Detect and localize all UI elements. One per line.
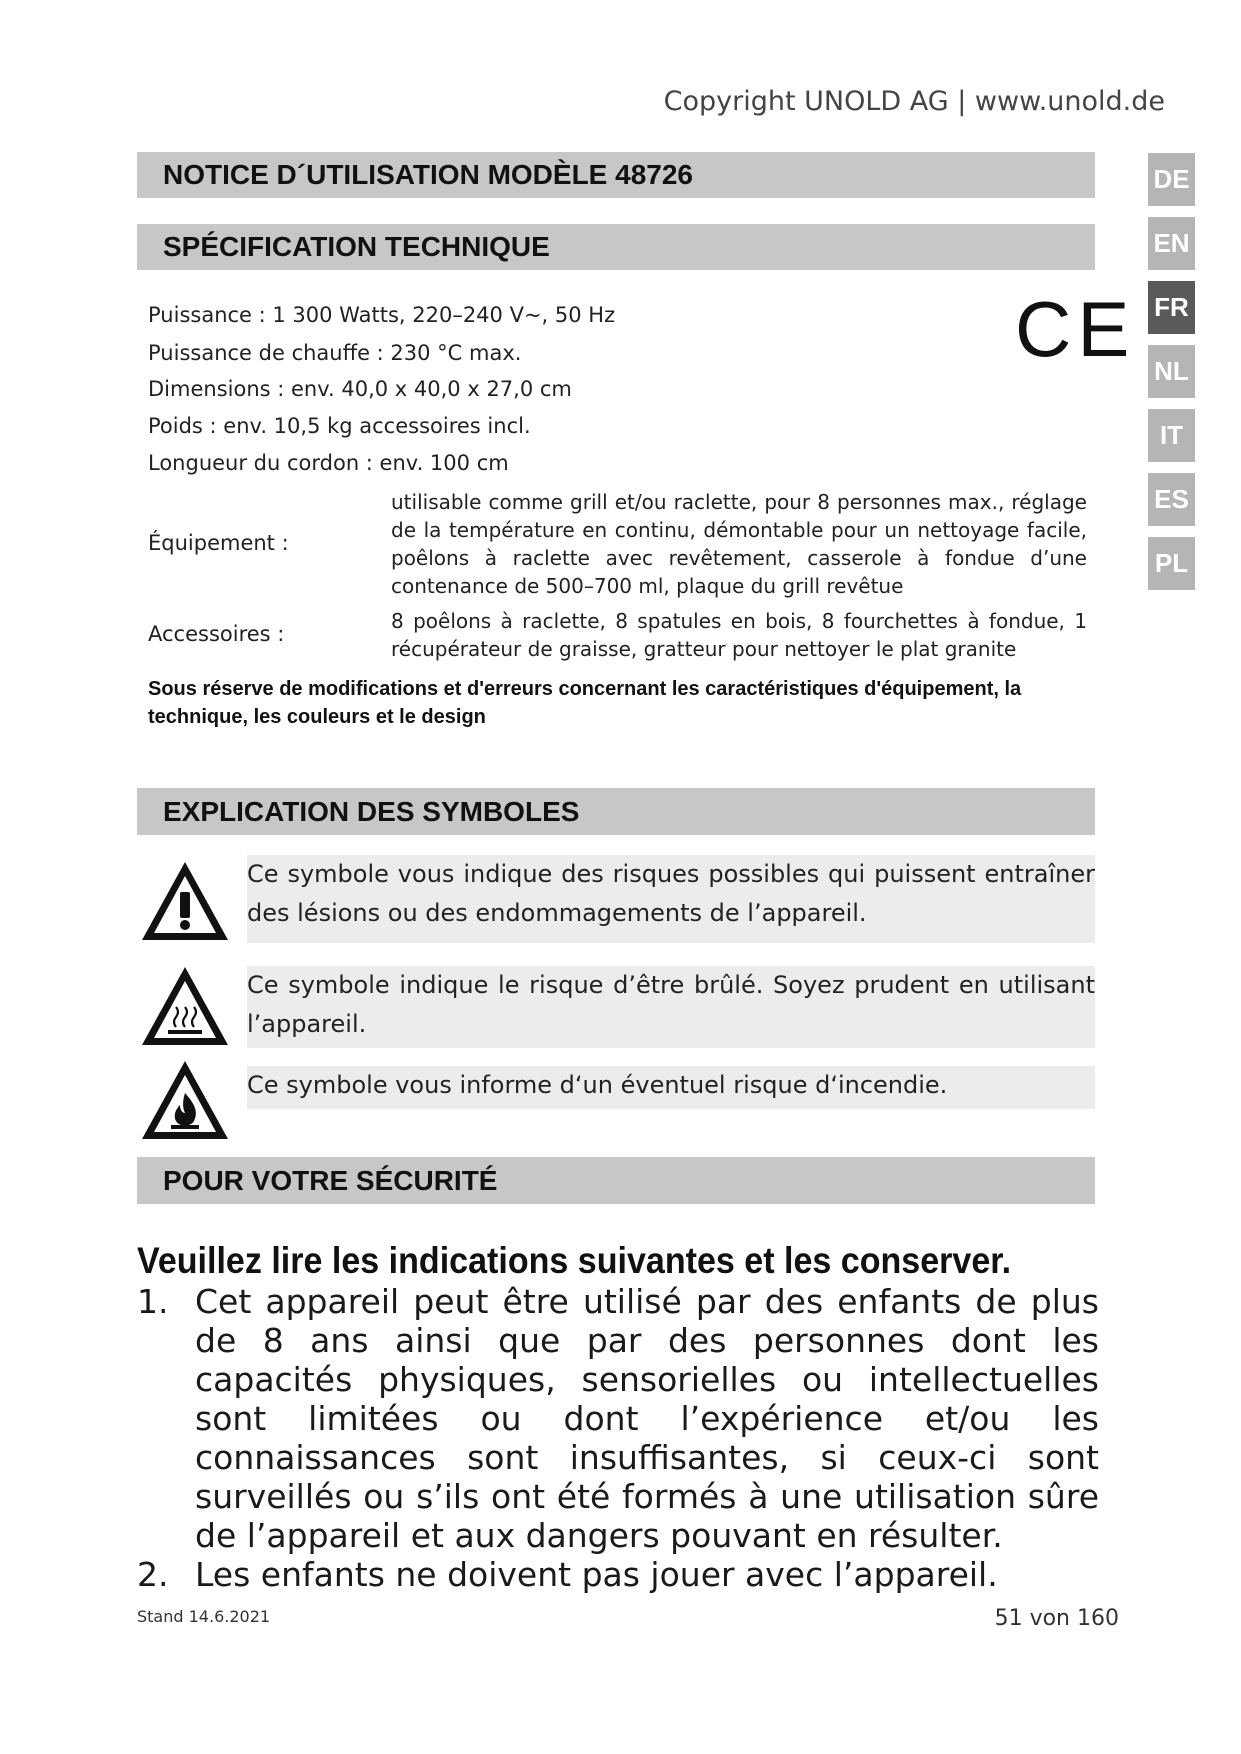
lang-tab-it[interactable]: IT [1148, 409, 1195, 462]
fire-hazard-icon [138, 1057, 232, 1143]
safety-intro: Veuillez lire les indications suivantes et les conserver. [137, 1240, 1012, 1281]
equipment-label: Équipement : [148, 531, 289, 555]
symbols-heading: EXPLICATION DES SYMBOLES [137, 788, 1095, 835]
spec-heating: Puissance de chauffe : 230 °C max. [148, 341, 522, 365]
lang-tab-es[interactable]: ES [1148, 473, 1195, 526]
spec-heading: SPÉCIFICATION TECHNIQUE [137, 224, 1095, 270]
symbol-fire-text: Ce symbole vous informe d‘un éventuel risque d‘incendie. [247, 1066, 1095, 1109]
accessories-label: Accessoires : [148, 622, 285, 646]
document-title: NOTICE D´UTILISATION MODÈLE 48726 [137, 152, 1095, 198]
footer-stand: Stand 14.6.2021 [137, 1607, 271, 1626]
disclaimer: Sous réserve de modifications et d'erreurs concernant les caractéristiques d'équipement, la technique, les couleurs et le design [148, 678, 1022, 728]
list-number: 2. [137, 1555, 169, 1594]
lang-tab-de[interactable]: DE [1148, 153, 1195, 206]
list-number: 1. [137, 1282, 169, 1321]
warning-icon [138, 858, 232, 944]
spec-power: Puissance : 1 300 Watts, 220–240 V~, 50 Hz [148, 303, 616, 327]
hot-surface-icon [138, 963, 232, 1049]
lang-tab-nl[interactable]: NL [1148, 345, 1195, 398]
list-text: Les enfants ne doivent pas jouer avec l’appareil. [195, 1555, 998, 1594]
symbol-warning-text: Ce symbole vous indique des risques possibles qui puissent entraîner des lésions ou des endommagements de l’appareil. [247, 855, 1095, 943]
lang-tab-en[interactable]: EN [1148, 217, 1195, 270]
ce-mark-icon: CE [1015, 285, 1136, 373]
spec-cord: Longueur du cordon : env. 100 cm [148, 451, 509, 475]
list-item [137, 1282, 1099, 1555]
language-tabs [1148, 153, 1195, 601]
page-number: 51 von 160 [994, 1606, 1119, 1631]
list-text: Cet appareil peut être utilisé par des enfants de plus de 8 ans ainsi que par des personnes dont les capacités physiques, sensorielles ou intellectuelles sont limitées ou dont l’expérience et/ou les connaissances sont insuffisantes, si ceux-ci sont surveillés ou s’ils ont été formés à une utilisation sûre de l’appareil et aux dangers pouvant en résulter. [195, 1282, 1099, 1555]
accessories-value: 8 poêlons à raclette, 8 spatules en bois, 8 fourchettes à fondue, 1 récupérateur de graisse, gratteur pour nettoyer le plat granite [391, 609, 1087, 661]
list-item [137, 1555, 1099, 1594]
equipment-value: utilisable comme grill et/ou raclette, pour 8 personnes max., réglage de la température en continu, démontable pour un nettoyage facile, poêlons à raclette avec revêtement, casserole à fondue d’une contenance de 500–700 ml, plaque du grill revêtue [391, 490, 1087, 598]
copyright-header: Copyright UNOLD AG | www.unold.de [663, 86, 1165, 117]
spec-dimensions: Dimensions : env. 40,0 x 40,0 x 27,0 cm [148, 377, 572, 401]
lang-tab-pl[interactable]: PL [1148, 537, 1195, 590]
safety-heading: POUR VOTRE SÉCURITÉ [137, 1157, 1095, 1204]
lang-tab-fr[interactable]: FR [1148, 281, 1195, 334]
spec-weight: Poids : env. 10,5 kg accessoires incl. [148, 414, 531, 438]
symbol-hot-text: Ce symbole indique le risque d’être brûlé. Soyez prudent en utilisant l’appareil. [247, 966, 1095, 1048]
